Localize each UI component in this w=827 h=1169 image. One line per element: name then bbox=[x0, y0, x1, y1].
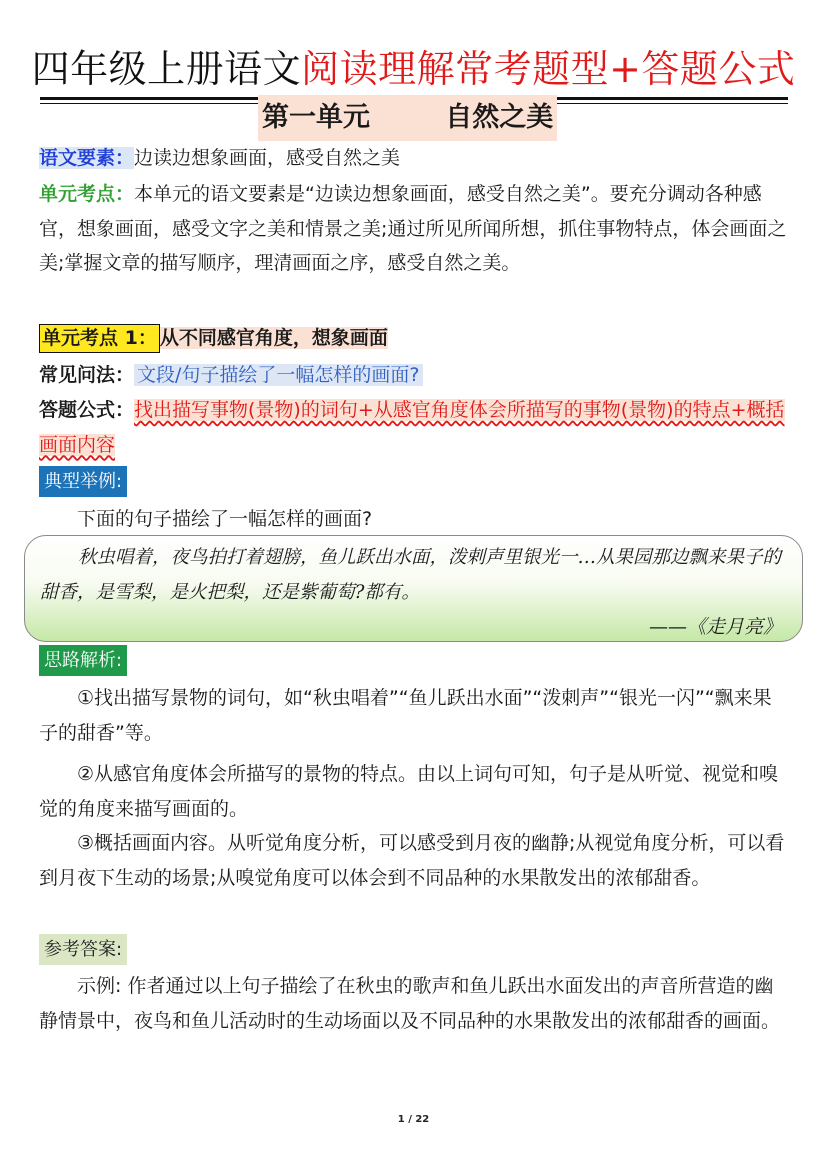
point1-label: 单元考点 1： bbox=[39, 324, 160, 353]
unit-point-label: 单元考点： bbox=[39, 183, 135, 205]
analysis-step-1: ①找出描写景物的词句，如“秋虫唱着”“鱼儿跃出水面”“泼刺声”“银光一闪”“飘来果子的甜香”等。 bbox=[39, 687, 772, 744]
page-title bbox=[0, 42, 827, 96]
analysis-step-3: ③概括画面内容。从听觉角度分析，可以感受到月夜的幽静;从视觉角度分析，可以看到月夜下生动的场景;从嗅觉角度可以体会到不同品种的水果散发出的浓郁甜香。 bbox=[39, 832, 785, 889]
unit-heading: 第一单元 自然之美 bbox=[258, 95, 557, 141]
formula-label: 答题公式： bbox=[39, 399, 135, 421]
unit-point-text: 本单元的语文要素是“边读边想象画面，感受自然之美”。要充分调动各种感官，想象画面，感受文字之美和情景之美;通过所见所闻所想，抓住事物特点，体会画面之美;掌握文章的描写顺序，理清画面之序，感受自然之美。 bbox=[39, 183, 787, 274]
example-passage: 秋虫唱着，夜鸟拍打着翅膀，鱼儿跃出水面，泼剌声里银光一…从果园那边飘来果子的甜香，是雪梨，是火把梨，还是紫葡萄?都有。 bbox=[40, 547, 782, 603]
elements-line bbox=[39, 141, 789, 176]
typical-example-label: 典型举例: bbox=[39, 466, 127, 497]
answer-label: 参考答案: bbox=[39, 934, 127, 965]
elements-text: 边读边想象画面，感受自然之美 bbox=[134, 147, 401, 169]
formula-text: 找出描写事物(景物)的词句+从感官角度体会所描写的事物(景物)的特点+概括画面内容 bbox=[39, 399, 785, 456]
analysis-step-2: ②从感官角度体会所描写的景物的特点。由以上词句可知，句子是从听觉、视觉和嗅觉的角度来描写画面的。 bbox=[39, 763, 779, 820]
answer-text: 示例: 作者通过以上句子描绘了在秋虫的歌声和鱼儿跃出水面发出的声音所营造的幽静情景中，夜鸟和鱼儿活动时的生动场面以及不同品种的水果散发出的浓郁甜香的画面。 bbox=[39, 975, 781, 1032]
common-question-text: 文段/句子描绘了一幅怎样的画面? bbox=[134, 364, 423, 386]
example-source: ——《走月亮》 bbox=[648, 616, 782, 638]
page-number: 1 / 22 bbox=[397, 1114, 430, 1125]
point1-line bbox=[39, 321, 789, 356]
common-question-label: 常见问法： bbox=[39, 364, 135, 386]
common-question-line bbox=[39, 358, 789, 393]
unit-point-paragraph bbox=[39, 177, 789, 281]
example-question: 下面的句子描绘了一幅怎样的画面? bbox=[77, 508, 373, 530]
title-part-topic: 阅读理解常考题型+答题公式 bbox=[301, 47, 796, 91]
analysis-label: 思路解析: bbox=[39, 645, 127, 676]
title-part-grade: 四年级上册语文 bbox=[31, 47, 302, 91]
formula-paragraph bbox=[39, 393, 789, 462]
point1-text: 从不同感官角度，想象画面 bbox=[159, 327, 388, 349]
elements-label: 语文要素： bbox=[39, 147, 135, 169]
